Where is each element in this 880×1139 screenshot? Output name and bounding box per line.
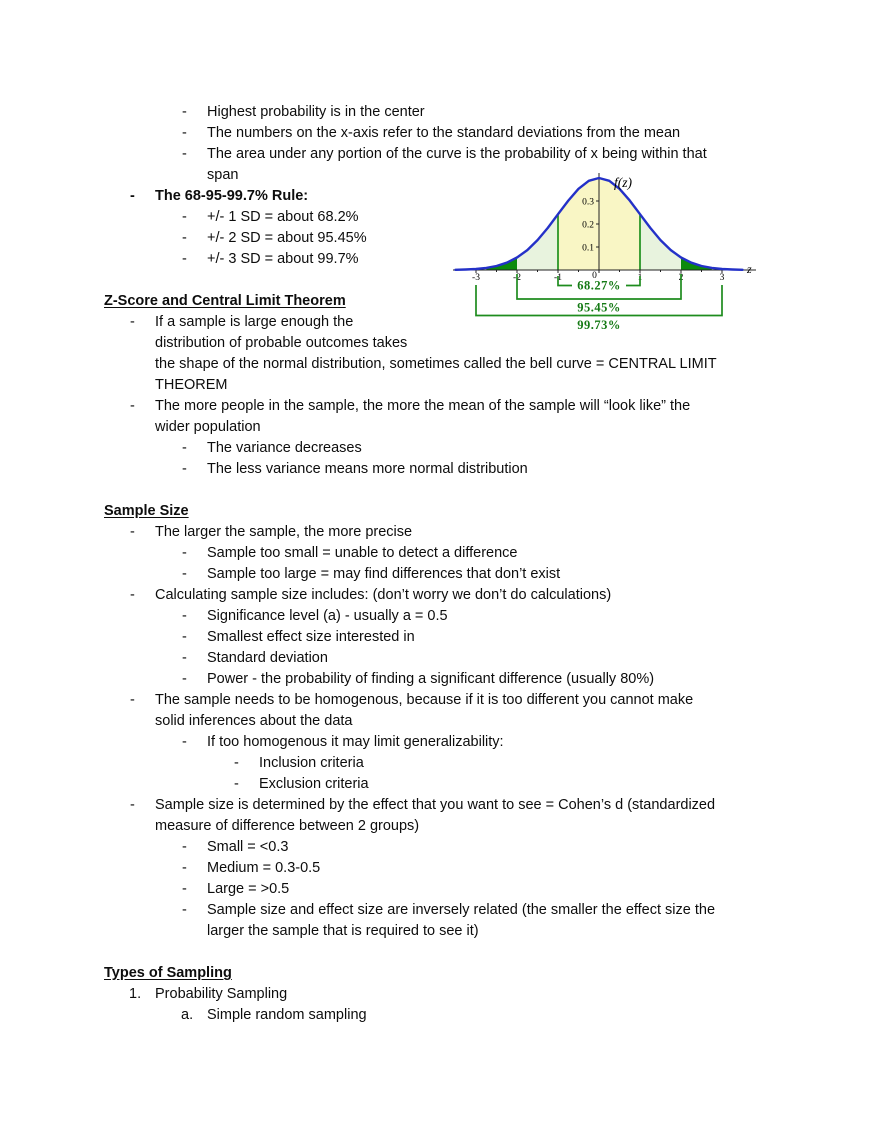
doc-text: +/- 1 SD = about 68.2% [207,209,359,225]
doc-line [0,837,880,858]
doc-text: The less variance means more normal distribution [207,461,528,477]
list-marker: - [182,146,187,162]
list-marker: - [182,104,187,120]
doc-text: Power - the probability of finding a significant difference (usually 80%) [207,671,655,687]
doc-text: The variance decreases [207,440,362,456]
doc-text: Exclusion criteria [259,776,369,792]
doc-text: THEOREM [155,377,228,393]
doc-line [0,795,880,816]
doc-text: measure of difference between 2 groups) [155,818,420,834]
list-marker: - [182,566,187,582]
doc-text: +/- 3 SD = about 99.7% [207,251,359,267]
doc-line [0,921,880,942]
doc-line [0,417,880,438]
doc-text: Sample Size [104,503,189,519]
fz-axis-label: f(z) [614,175,632,190]
doc-text: If a sample is large enough the [155,314,354,330]
list-marker: - [182,608,187,624]
doc-text: Sample too small = unable to detect a difference [207,545,518,561]
doc-line [0,627,880,648]
doc-text: distribution of probable outcomes takes [155,335,408,351]
list-marker: - [182,650,187,666]
x-tick-m2: -2 [513,273,521,283]
doc-spacer [0,942,880,963]
doc-line [0,123,880,144]
doc-text: The numbers on the x-axis refer to the standard deviations from the mean [207,125,681,141]
doc-line [0,669,880,690]
doc-line [0,816,880,837]
doc-heading [0,963,880,984]
doc-text: larger the sample that is required to see it) [207,923,479,939]
doc-text: Inclusion criteria [259,755,364,771]
doc-line [0,459,880,480]
doc-line [0,144,880,165]
doc-text: Large = >0.5 [207,881,290,897]
doc-line [0,900,880,921]
doc-line [0,375,880,396]
doc-text: Calculating sample size includes: (don’t worry we don’t do calculations) [155,587,612,603]
doc-line [0,522,880,543]
doc-text: Sample size and effect size are inversely related (the smaller the effect size the [207,902,716,918]
list-marker: - [130,524,135,540]
doc-text: Smallest effect size interested in [207,629,415,645]
doc-line [0,438,880,459]
doc-line [0,606,880,627]
y-tick-0.1: 0.1 [582,243,594,254]
doc-line [0,879,880,900]
doc-text: The sample needs to be homogenous, because if it is too different you cannot make [155,692,694,708]
doc-line [0,396,880,417]
list-marker: - [234,755,239,771]
list-marker: - [130,314,135,330]
list-marker: - [182,839,187,855]
list-marker: - [130,587,135,603]
list-marker: - [182,461,187,477]
doc-text: The larger the sample, the more precise [155,524,413,540]
doc-line [0,984,880,1005]
doc-line [0,753,880,774]
doc-line [0,732,880,753]
doc-text: Highest probability is in the center [207,104,425,120]
x-tick-3: 3 [719,273,725,283]
doc-text: Significance level (a) - usually a = 0.5 [207,608,448,624]
doc-line [0,711,880,732]
list-marker: - [182,251,187,267]
list-marker: - [182,734,187,750]
doc-text: Probability Sampling [155,986,288,1002]
list-marker: - [182,440,187,456]
percent-95-label: 95.45% [577,300,621,315]
x-tick-m1: -1 [554,273,562,283]
list-marker: - [130,692,135,708]
doc-text: the shape of the normal distribution, sometimes called the bell curve = CENTRAL LIMIT [155,356,717,372]
list-marker: - [182,671,187,687]
doc-line [0,102,880,123]
percent-68-label: 68.27% [577,278,621,293]
percent-99-label: 99.73% [577,318,621,332]
x-tick-2: 2 [678,273,684,283]
list-marker: - [182,881,187,897]
x-tick-1: 1 [637,273,643,283]
doc-text: The 68-95-99.7% Rule: [155,188,309,204]
doc-line [0,690,880,711]
doc-line [0,354,880,375]
doc-line [0,858,880,879]
doc-line [0,543,880,564]
doc-text: Types of Sampling [104,965,232,981]
doc-text: Simple random sampling [207,1007,367,1023]
bell-curve-chart [451,172,761,334]
x-tick-0: 0 [592,271,597,281]
list-marker: - [182,902,187,918]
x-tick-m3: -3 [472,273,480,283]
list-marker: - [182,860,187,876]
doc-line [0,774,880,795]
list-marker: - [182,629,187,645]
doc-text: Medium = 0.3-0.5 [207,860,321,876]
doc-line [0,648,880,669]
doc-text: Sample size is determined by the effect that you want to see = Cohen’s d (standardized [155,797,716,813]
doc-text: span [207,167,239,183]
normal-distribution-figure [451,172,761,334]
y-tick-0.3: 0.3 [582,197,594,208]
list-marker: - [130,188,135,204]
doc-line [0,333,880,354]
doc-line [0,564,880,585]
doc-text: If too homogenous it may limit generalizability: [207,734,504,750]
doc-text: The area under any portion of the curve is the probability of x being within that [207,146,707,162]
doc-line [0,585,880,606]
doc-text: Z-Score and Central Limit Theorem [104,293,346,309]
list-marker: - [182,209,187,225]
doc-text: Small = <0.3 [207,839,289,855]
list-marker: - [234,776,239,792]
z-axis-label: z [747,262,752,276]
y-tick-0.2: 0.2 [582,220,594,231]
doc-line [0,1005,880,1026]
list-marker: - [182,545,187,561]
list-marker: 1. [129,986,142,1002]
doc-heading [0,501,880,522]
list-marker: - [182,125,187,141]
doc-text: wider population [155,419,261,435]
list-marker: - [182,230,187,246]
doc-text: +/- 2 SD = about 95.45% [207,230,367,246]
doc-spacer [0,480,880,501]
doc-text: Sample too large = may find differences that don’t exist [207,566,561,582]
doc-text: Standard deviation [207,650,328,666]
list-marker: - [130,797,135,813]
list-marker: - [130,398,135,414]
list-marker: a. [181,1007,194,1023]
doc-text: solid inferences about the data [155,713,353,729]
doc-text: The more people in the sample, the more the mean of the sample will “look like” the [155,398,691,414]
